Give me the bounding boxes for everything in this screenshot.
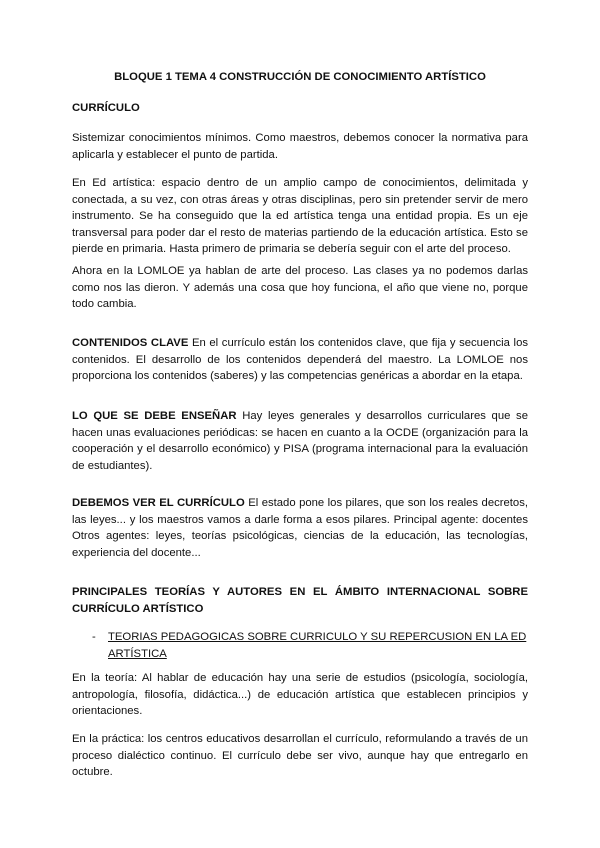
contenidos-clave-text: En el currículo están los contenidos clave, que fija y secuencia los contenidos. El desarrollo de los contenidos dependerá del maestro. La LOMLOE nos proporciona los contenidos (saberes) y las competencias genéricas a abordar en la etapa. — [72, 337, 528, 383]
bullet-marker: - — [92, 631, 96, 643]
paragraph-curriculo-3: Ahora en la LOMLOE ya hablan de arte del proceso. Las clases ya no podemos darlas como nos las dieron. Y además una cosa que hoy funciona, el año que viene no, porque todo cambia. — [72, 265, 528, 311]
paragraph-teoria: En la teoría: Al hablar de educación hay una serie de estudios (psicología, sociología, antropología, filosofía, didáctica...) de educación artística que establecen principios y orientaciones. — [72, 672, 528, 718]
debemos-text: El estado pone los pilares, que son los reales decretos, las leyes... y los maestros vamos a darle forma a esos pilares. Principal agente: docentes Otros agentes: leyes, teorías psicológicas, ciencias de la educación, las tecnologías, experiencia del docente... — [72, 497, 528, 559]
paragraph-curriculo-1: Sistemizar conocimientos mínimos. Como maestros, debemos conocer la normativa para aplicarla y establecer el punto de partida. — [72, 132, 528, 161]
document-title: BLOQUE 1 TEMA 4 CONSTRUCCIÓN DE CONOCIMIENTO ARTÍSTICO — [114, 71, 486, 83]
paragraph-lo-que-se-debe-ensenar — [72, 408, 528, 474]
paragraph-debemos-ver — [72, 495, 528, 561]
bullet-teorias-pedagogicas: TEORIAS PEDAGOGICAS SOBRE CURRICULO Y SU REPERCUSION EN LA ED ARTÍSTICA — [108, 631, 527, 660]
ensenar-text: Hay leyes generales y desarrollos curriculares que se hacen unas evaluaciones periódicas: se hacen en cuanto a la OCDE (organización para la cooperación y el desarrollo económico) y PISA (programa internacional para la evaluación de estudiantes). — [72, 410, 528, 472]
section-heading-principales: PRINCIPALES TEORÍAS Y AUTORES EN EL ÁMBITO INTERNACIONAL SOBRE CURRÍCULO ARTÍSTICO — [72, 586, 528, 615]
debemos-lead: DEBEMOS VER EL CURRÍCULO — [72, 497, 245, 509]
section-heading-curriculo: CURRÍCULO — [72, 102, 140, 114]
ensenar-lead: LO QUE SE DEBE ENSEÑAR — [72, 410, 237, 422]
paragraph-curriculo-2: En Ed artística: espacio dentro de un amplio campo de conocimientos, delimitada y conectada, a su vez, con otras áreas y otras disciplinas, pero sin pretender servir de mero instrumento. Se ha conseguido que la ed artística tenga una entidad propia. Es un eje transversal para poder dar el resto de materias partiendo de la educación artística. Esto se pierde en primaria. Hasta primero de primaria se debería seguir con el arte del proceso. — [72, 177, 528, 256]
contenidos-clave-lead: CONTENIDOS CLAVE — [72, 337, 189, 349]
paragraph-contenidos-clave — [72, 335, 528, 385]
paragraph-practica: En la práctica: los centros educativos desarrollan el currículo, reformulando a través de un proceso dialéctico continuo. El currículo debe ser vivo, aunque hay que entregarlo en octubre. — [72, 733, 528, 779]
